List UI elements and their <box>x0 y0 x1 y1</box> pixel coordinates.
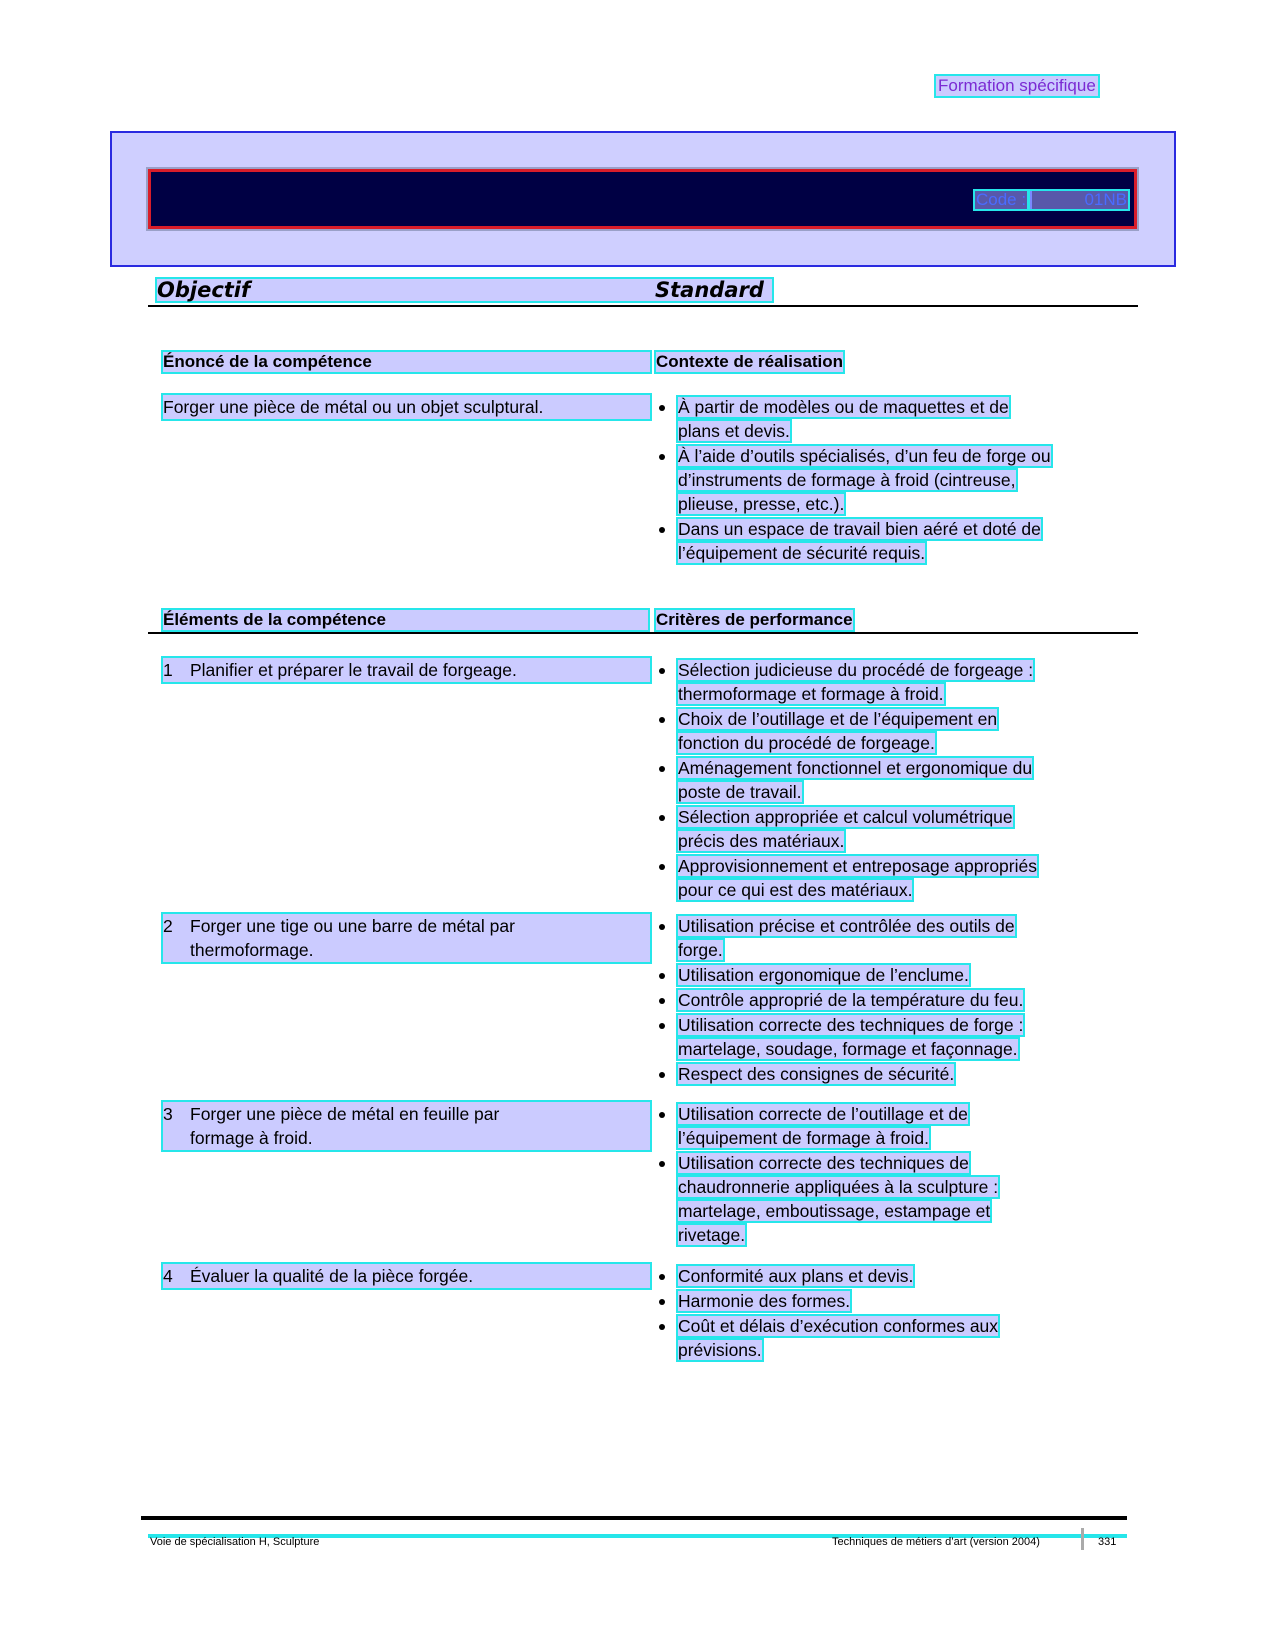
bullet-text-line: Utilisation correcte de l’outillage et de <box>678 1104 968 1124</box>
bullet-text-line: pour ce qui est des matériaux. <box>678 880 913 900</box>
context-list <box>656 395 1126 566</box>
bullet-text-line: Coût et délais d’exécution conformes aux <box>678 1316 999 1336</box>
bullet-icon <box>659 405 665 411</box>
competency-element <box>163 658 650 682</box>
bullet-text-line: fonction du procédé de forgeage. <box>678 733 935 753</box>
bullet-item <box>656 756 1126 804</box>
bullet-text-line: l’équipement de formage à froid. <box>678 1128 929 1148</box>
bullet-text-line: Approvisionnement et entreposage appropriés <box>678 856 1037 876</box>
bullet-item <box>656 517 1126 565</box>
code-value: 01NB <box>1030 191 1128 209</box>
criteria-list <box>656 1264 1126 1363</box>
criteria-list <box>656 1102 1126 1248</box>
footer-left-text: Voie de spécialisation H, Sculpture <box>150 1536 320 1548</box>
competency-statement: Forger une pièce de métal ou un objet sculptural. <box>163 395 650 419</box>
bullet-icon <box>659 1324 665 1330</box>
bullet-text-line: martelage, soudage, formage et façonnage. <box>678 1039 1018 1059</box>
bullet-icon <box>659 998 665 1004</box>
document-section-label: Formation spécifique <box>938 76 1096 95</box>
bullet-item <box>656 1289 1126 1313</box>
code-label: Code : <box>976 190 1027 209</box>
bullet-text-line: À l’aide d’outils spécialisés, d’un feu de forge ou <box>678 446 1051 466</box>
competency-statement-title: Énoncé de la compétence <box>163 352 650 372</box>
bullet-icon <box>659 717 665 723</box>
bullet-text-line: rivetage. <box>678 1225 746 1245</box>
element-number: 1 <box>163 660 173 680</box>
bullet-item <box>656 395 1126 443</box>
bullet-text-line: Utilisation précise et contrôlée des outils de <box>678 916 1015 936</box>
bullet-item <box>656 914 1126 962</box>
bullet-icon <box>659 766 665 772</box>
elements-title: Éléments de la compétence <box>163 610 648 630</box>
element-text-line: Forger une pièce de métal en feuille par <box>190 1104 500 1124</box>
bullet-item <box>656 1264 1126 1288</box>
bullet-text-line: plans et devis. <box>678 421 790 441</box>
element-number: 3 <box>163 1104 173 1124</box>
bullet-icon <box>659 1023 665 1029</box>
competency-element <box>163 1264 650 1288</box>
bullet-text-line: Conformité aux plans et devis. <box>678 1266 914 1286</box>
bullet-text-line: Utilisation correcte des techniques de <box>678 1153 969 1173</box>
bullet-text-line: Utilisation ergonomique de l’enclume. <box>678 965 969 985</box>
bullet-text-line: forge. <box>678 940 723 960</box>
bullet-icon <box>659 864 665 870</box>
bullet-text-line: précis des matériaux. <box>678 831 845 851</box>
bullet-text-line: Dans un espace de travail bien aéré et doté de <box>678 519 1041 539</box>
bullet-text-line: Harmonie des formes. <box>678 1291 851 1311</box>
bullet-text-line: poste de travail. <box>678 782 802 802</box>
bullet-item <box>656 1013 1126 1061</box>
bullet-text-line: À partir de modèles ou de maquettes et de <box>678 397 1009 417</box>
bullet-text-line: Choix de l’outillage et de l’équipement en <box>678 709 998 729</box>
bullet-item <box>656 1151 1126 1247</box>
element-number: 4 <box>163 1266 173 1286</box>
bullet-icon <box>659 527 665 533</box>
criteria-list <box>656 658 1126 903</box>
element-text-line: Forger une tige ou une barre de métal par <box>190 916 515 936</box>
bullet-icon <box>659 1112 665 1118</box>
element-text-line: Évaluer la qualité de la pièce forgée. <box>190 1266 474 1286</box>
bullet-icon <box>659 924 665 930</box>
bullet-item <box>656 988 1126 1012</box>
footer-rule <box>141 1516 1127 1520</box>
bullet-item <box>656 444 1126 516</box>
bullet-text-line: thermoformage et formage à froid. <box>678 684 944 704</box>
bullet-text-line: d’instruments de formage à froid (cintreuse, <box>678 470 1016 490</box>
bullet-icon <box>659 454 665 460</box>
bullet-icon <box>659 973 665 979</box>
column-header-objectif: Objectif <box>157 278 251 302</box>
bullet-text-line: chaudronnerie appliquées à la sculpture : <box>678 1177 999 1197</box>
criteria-list <box>656 914 1126 1087</box>
bullet-text-line: Sélection judicieuse du procédé de forgeage : <box>678 660 1034 680</box>
bullet-icon <box>659 668 665 674</box>
bullet-item <box>656 963 1126 987</box>
element-text-line: thermoformage. <box>190 940 314 960</box>
competency-element <box>163 1102 650 1150</box>
page-number: 331 <box>1098 1536 1117 1548</box>
bullet-text-line: Utilisation correcte des techniques de forge : <box>678 1015 1024 1035</box>
bullet-text-line: Respect des consignes de sécurité. <box>678 1064 955 1084</box>
bullet-text-line: Aménagement fonctionnel et ergonomique du <box>678 758 1033 778</box>
competency-element <box>163 914 650 962</box>
bullet-icon <box>659 1072 665 1078</box>
bullet-icon <box>659 815 665 821</box>
bullet-icon <box>659 1161 665 1167</box>
bullet-text-line: l’équipement de sécurité requis. <box>678 543 926 563</box>
element-text-line: Planifier et préparer le travail de forgeage. <box>190 660 517 680</box>
footer-right-text: Techniques de métiers d’art (version 2004) <box>832 1536 1040 1548</box>
bullet-text-line: Contrôle approprié de la température du feu. <box>678 990 1024 1010</box>
bullet-icon <box>659 1299 665 1305</box>
elements-rule <box>148 632 1138 634</box>
bullet-text-line: prévisions. <box>678 1340 762 1360</box>
bullet-item <box>656 1062 1126 1086</box>
bullet-text-line: plieuse, presse, etc.). <box>678 494 845 514</box>
element-text-line: formage à froid. <box>190 1128 313 1148</box>
criteria-title: Critères de performance <box>656 610 853 629</box>
bullet-item <box>656 805 1126 853</box>
bullet-item <box>656 1314 1126 1362</box>
bullet-text-line: Sélection appropriée et calcul volumétrique <box>678 807 1013 827</box>
bullet-icon <box>659 1274 665 1280</box>
context-title: Contexte de réalisation <box>656 352 844 371</box>
footer-separator <box>1081 1528 1084 1550</box>
bullet-text-line: martelage, emboutissage, estampage et <box>678 1201 991 1221</box>
bullet-item <box>656 658 1126 706</box>
bullet-item <box>656 854 1126 902</box>
column-header-standard: Standard <box>655 278 764 302</box>
element-number: 2 <box>163 916 173 936</box>
bullet-item <box>656 707 1126 755</box>
bullet-item <box>656 1102 1126 1150</box>
header-rule <box>148 305 1138 307</box>
